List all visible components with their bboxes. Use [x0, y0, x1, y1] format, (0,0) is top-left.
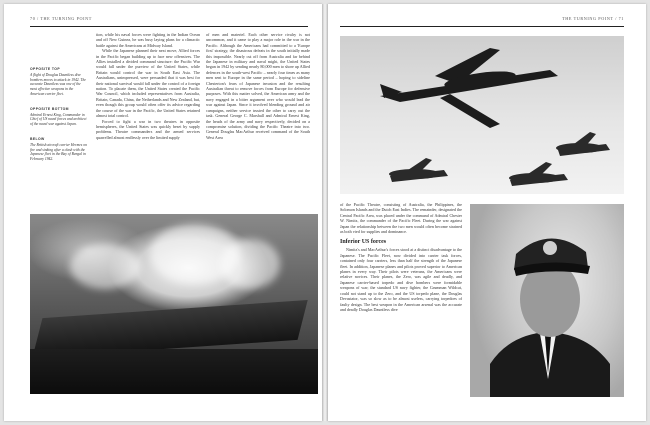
plane-large-icon [380, 48, 558, 128]
left-page [4, 4, 322, 421]
paragraph: Forced to fight a war in two theatres in opposite hemispheres, the United States was quickly beset by supply problems. Theatre commanders and the armed services quarrelled almost endlessly over the limited supply [96, 118, 200, 140]
paragraph: Nimitz's and MacArthur's forces stood at a distinct disadvantage to the Japanese. The Pacific Fleet, now divided into carrier task forces, contained only four carriers, less than half the strength of the Japanese fleet. In addition, Japanese planes and pilots proved superior to American planes in every way. Their pilots were veterans, the Americans were relative novices. Their planes, the Zero, was agile and deadly, and Japanese carrier-based torpedo and dive bombers were formidable weapons of war; the standard US navy fighter, the Grumman Wildcat, could not stand up to the Zero, and the US torpedo plane, the Douglas Devastator, was so slow as to be almost useless, carrying torpedoes of faulty design. The best weapon in the American arsenal was the accurate and deadly Douglas Dauntless dive [340, 247, 462, 312]
admiral-king-portrait-photo [470, 204, 624, 397]
caption-text: Admiral Ernest King, Commander in Chief of US naval forces and architect of the naval war against Japan. [30, 112, 87, 127]
body-column-1 [96, 32, 200, 210]
aircraft-silhouettes [340, 36, 624, 194]
paragraph: of the Pacific Theatre, consisting of Australia, the Philippines, the Solomon Islands and the Dutch East Indies. The remainder, designated the Central Pacific Area, was placed under the command of Admiral Chester W. Nimitz, the commander of the Pacific Fleet. During the war against Japan the relationship between the two men would often become strained as both vied for supplies and dominance. [340, 202, 462, 235]
sea-surface [30, 349, 318, 394]
body-column-right [340, 202, 462, 412]
carrier-hermes-photo [30, 214, 318, 394]
right-page-header: THE TURNING POINT / 71 [562, 16, 624, 21]
caption-title: OPPOSITE BOTTOM [30, 106, 69, 111]
caption-text: A flight of Douglas Dauntless dive bombers moves to attack in 1942. The accurate Dauntless was one of the most effective weapons in the American carrier fleet. [30, 72, 87, 96]
caption-opposite-bottom [30, 107, 88, 127]
plane-lower-right-icon [509, 162, 568, 186]
portrait-figure [470, 204, 624, 397]
left-header-rule [30, 26, 308, 27]
plane-lower-left-icon [389, 158, 448, 182]
caption-column [30, 67, 88, 172]
left-page-header: 70 / THE TURNING POINT [30, 16, 92, 21]
caption-opposite-top [30, 67, 88, 97]
paragraph: of men and materiel. Each other service rivalry is not uncommon, and it came to play a major role in the war in the Pacific. Although the Americans had committed to a 'Europe first' strategy, the disastrous defeats in the south initially made this impossible. Nearly cut off from Australia and far behind the Japanese in military and naval might, the United States began in 1942 by sending nearly 80,000 men to shore up Allied defences in the south-west Pacific – nearly four times as many men sent to Europe in the same period – hoping to sideline Chesterton's fears of Japanese invasion and the resulting Australian threat to remove forces from Europe for defensive purposes. With this matter solved, the American army and the navy engaged in a bitter argument over who would lead the war against Japan. Since it involved blending ground and air campaigns, neither service trusted the other to carry out the task. General George C. Marshall and Admiral Ernest King, the heads of the army and navy respectively, decided on a compromise solution, dividing the Pacific Theatre into two. General Douglas MacArthur received command of the South West Area [206, 32, 310, 140]
body-column-2 [206, 32, 310, 210]
caption-title: BELOW [30, 136, 45, 141]
section-subheading: Inferior US forces [340, 239, 387, 246]
paragraph: tion, while his naval forces were fighting in the Indian Ocean and off New Guinea, he was busy laying plans for a climactic battle against the Americans at Midway Island. [96, 32, 200, 48]
caption-text: The British aircraft carrier Hermes on fire and sinking after a clash with the Japanese fleet in the Bay of Bengal in February 1942. [30, 142, 87, 162]
dive-bombers-photo [340, 36, 624, 194]
right-header-rule [340, 26, 624, 27]
caption-title: OPPOSITE TOP [30, 67, 60, 71]
paragraph: While the Japanese planned their next move, Allied forces in the Pacific began building up to face new offensives. The Allies installed a divided command structure: the Pacific War would fall under the purview of the United States, while Britain would control the war in South East Asia. The Australians, unimpressed, were persuaded that it was best for their national survival would fall under the control of a foreign nation. To placate them, the United States created the Pacific War Council, which included representatives from Australia, Britain, Canada, China, the Netherlands and New Zealand, but, even though this group would often offer its advice regarding the course of the war in the Pacific, the United States retained almost total control. [96, 48, 200, 119]
caption-below [30, 137, 88, 162]
right-page [328, 4, 646, 421]
plane-mid-right-icon [556, 132, 610, 156]
